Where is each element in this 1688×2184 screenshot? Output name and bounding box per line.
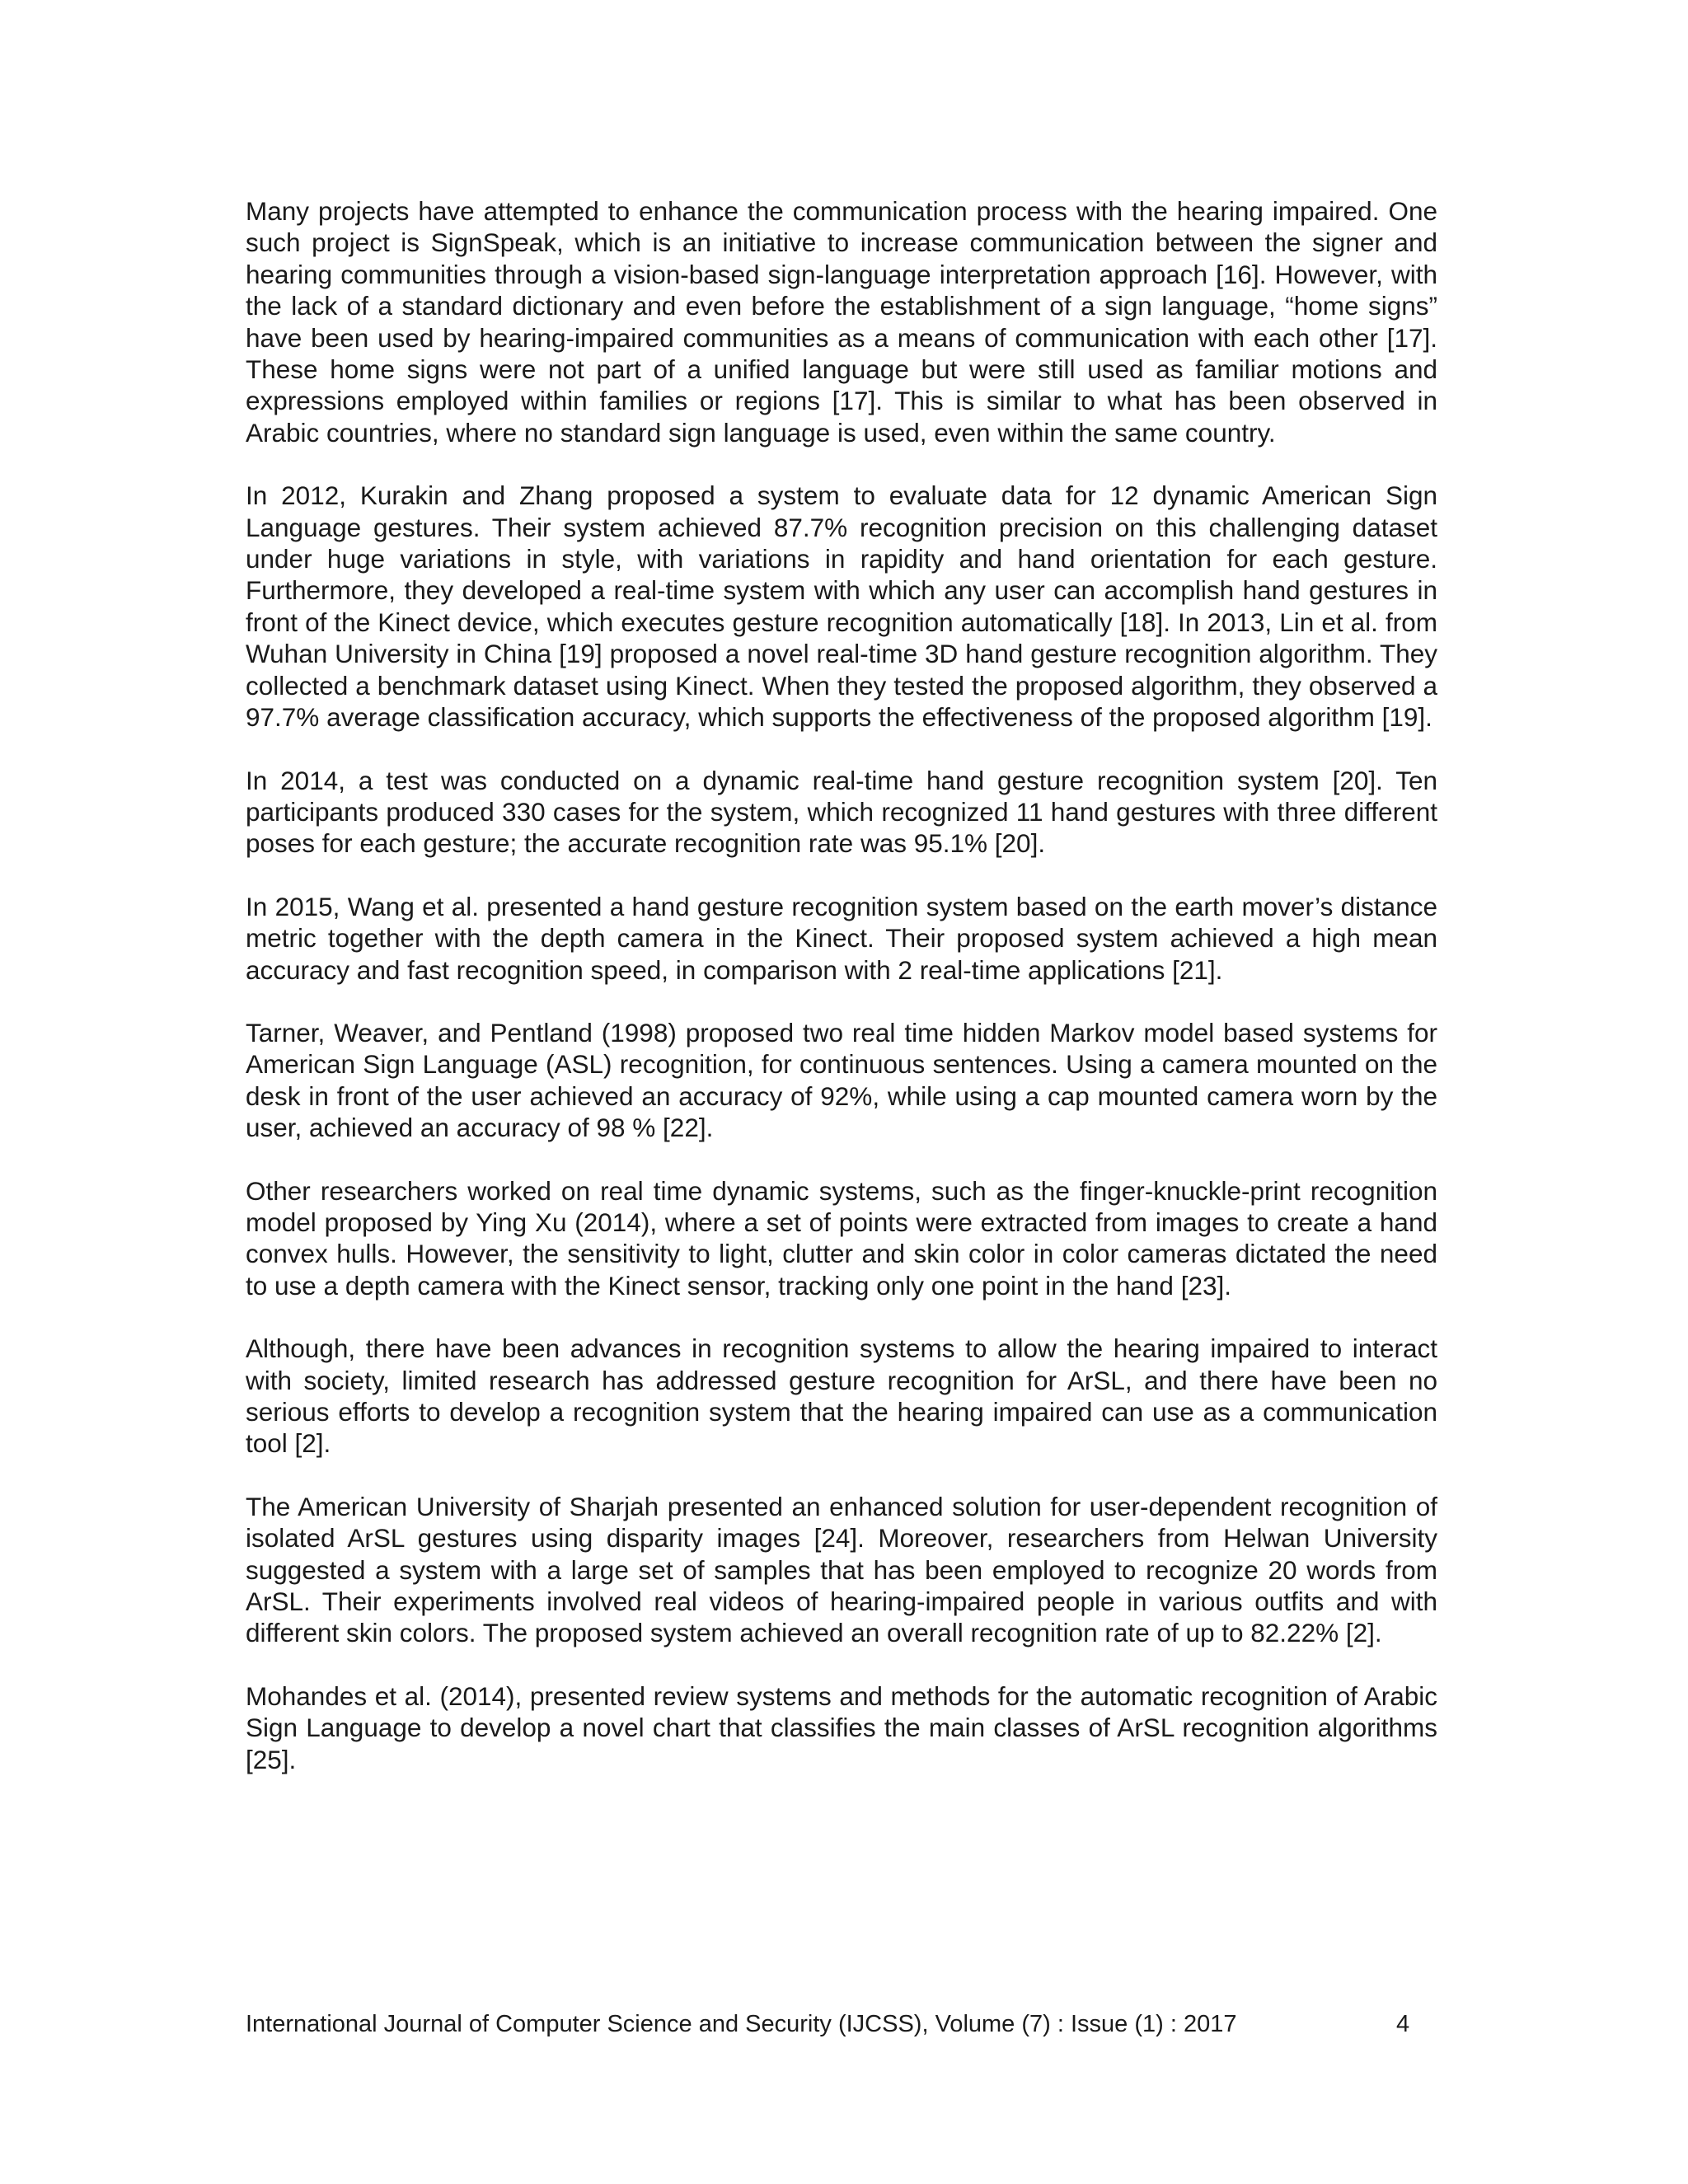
footer-journal-citation: International Journal of Computer Science and Security (IJCSS), Volume (7) : Issue (1) : 2017	[246, 2011, 1237, 2037]
paragraph-2014-test: In 2014, a test was conducted on a dynamic real-time hand gesture recognition system [20]. Ten participants produced 330 cases for the system, which recognized 11 hand gestures with three different poses for each gesture; the accurate recognition rate was 95.1% [20].	[246, 765, 1437, 859]
page-number: 4	[1396, 2011, 1410, 2037]
paragraph-ying-xu: Other researchers worked on real time dynamic systems, such as the finger-knuckle-print recognition model proposed by Ying Xu (2014), where a set of points were extracted from images to create a hand convex hulls. However, the sensitivity to light, clutter and skin color in color cameras dictated the need to use a depth camera with the Kinect sensor, tracking only one point in the hand [23].	[246, 1175, 1437, 1301]
paragraph-signspeak: Many projects have attempted to enhance the communication process with the hearing impaired. One such project is SignSpeak, which is an initiative to increase communication between the signer and hearing communities through a vision-based sign-language interpretation approach [16]. However, with the lack of a standard dictionary and even before the establishment of a sign language, “home signs” have been used by hearing-impaired communities as a means of communication with each other [17]. These home signs were not part of a unified language but were still used as familiar motions and expressions employed within families or regions [17]. This is similar to what has been observed in Arabic countries, where no standard sign language is used, even within the same country.	[246, 196, 1437, 448]
paragraph-wang: In 2015, Wang et al. presented a hand gesture recognition system based on the earth mover’s distance metric together with the depth camera in the Kinect. Their proposed system achieved a high mean accuracy and fast recognition speed, in comparison with 2 real-time applications [21].	[246, 891, 1437, 985]
paragraph-mohandes: Mohandes et al. (2014), presented review systems and methods for the automatic recognition of Arabic Sign Language to develop a novel chart that classifies the main classes of ArSL recognition algorithms [25].	[246, 1680, 1437, 1774]
paragraph-sharjah-helwan: The American University of Sharjah presented an enhanced solution for user-dependent recognition of isolated ArSL gestures using disparity images [24]. Moreover, researchers from Helwan University suggested a system with a large set of samples that has been employed to recognize 20 words from ArSL. Their experiments involved real videos of hearing-impaired people in various outfits and with different skin colors. The proposed system achieved an overall recognition rate of up to 82.22% [2].	[246, 1491, 1437, 1648]
body-text	[246, 195, 1437, 1807]
paragraph-arsl-research: Although, there have been advances in recognition systems to allow the hearing impaired to interact with society, limited research has addressed gesture recognition for ArSL, and there have been no serious efforts to develop a recognition system that the hearing impaired can use as a communication tool [2].	[246, 1333, 1437, 1459]
paragraph-kurakin-zhang: In 2012, Kurakin and Zhang proposed a system to evaluate data for 12 dynamic American Sign Language gestures. Their system achieved 87.7% recognition precision on this challenging dataset under huge variations in style, with variations in rapidity and hand orientation for each gesture. Furthermore, they developed a real-time system with which any user can accomplish hand gestures in front of the Kinect device, which executes gesture recognition automatically [18]. In 2013, Lin et al. from Wuhan University in China [19] proposed a novel real-time 3D hand gesture recognition algorithm. They collected a benchmark dataset using Kinect. When they tested the proposed algorithm, they observed a 97.7% average classification accuracy, which supports the effectiveness of the proposed algorithm [19].	[246, 480, 1437, 733]
paragraph-tarner: Tarner, Weaver, and Pentland (1998) proposed two real time hidden Markov model based systems for American Sign Language (ASL) recognition, for continuous sentences. Using a camera mounted on the desk in front of the user achieved an accuracy of 92%, while using a cap mounted camera worn by the user, achieved an accuracy of 98 % [22].	[246, 1017, 1437, 1143]
